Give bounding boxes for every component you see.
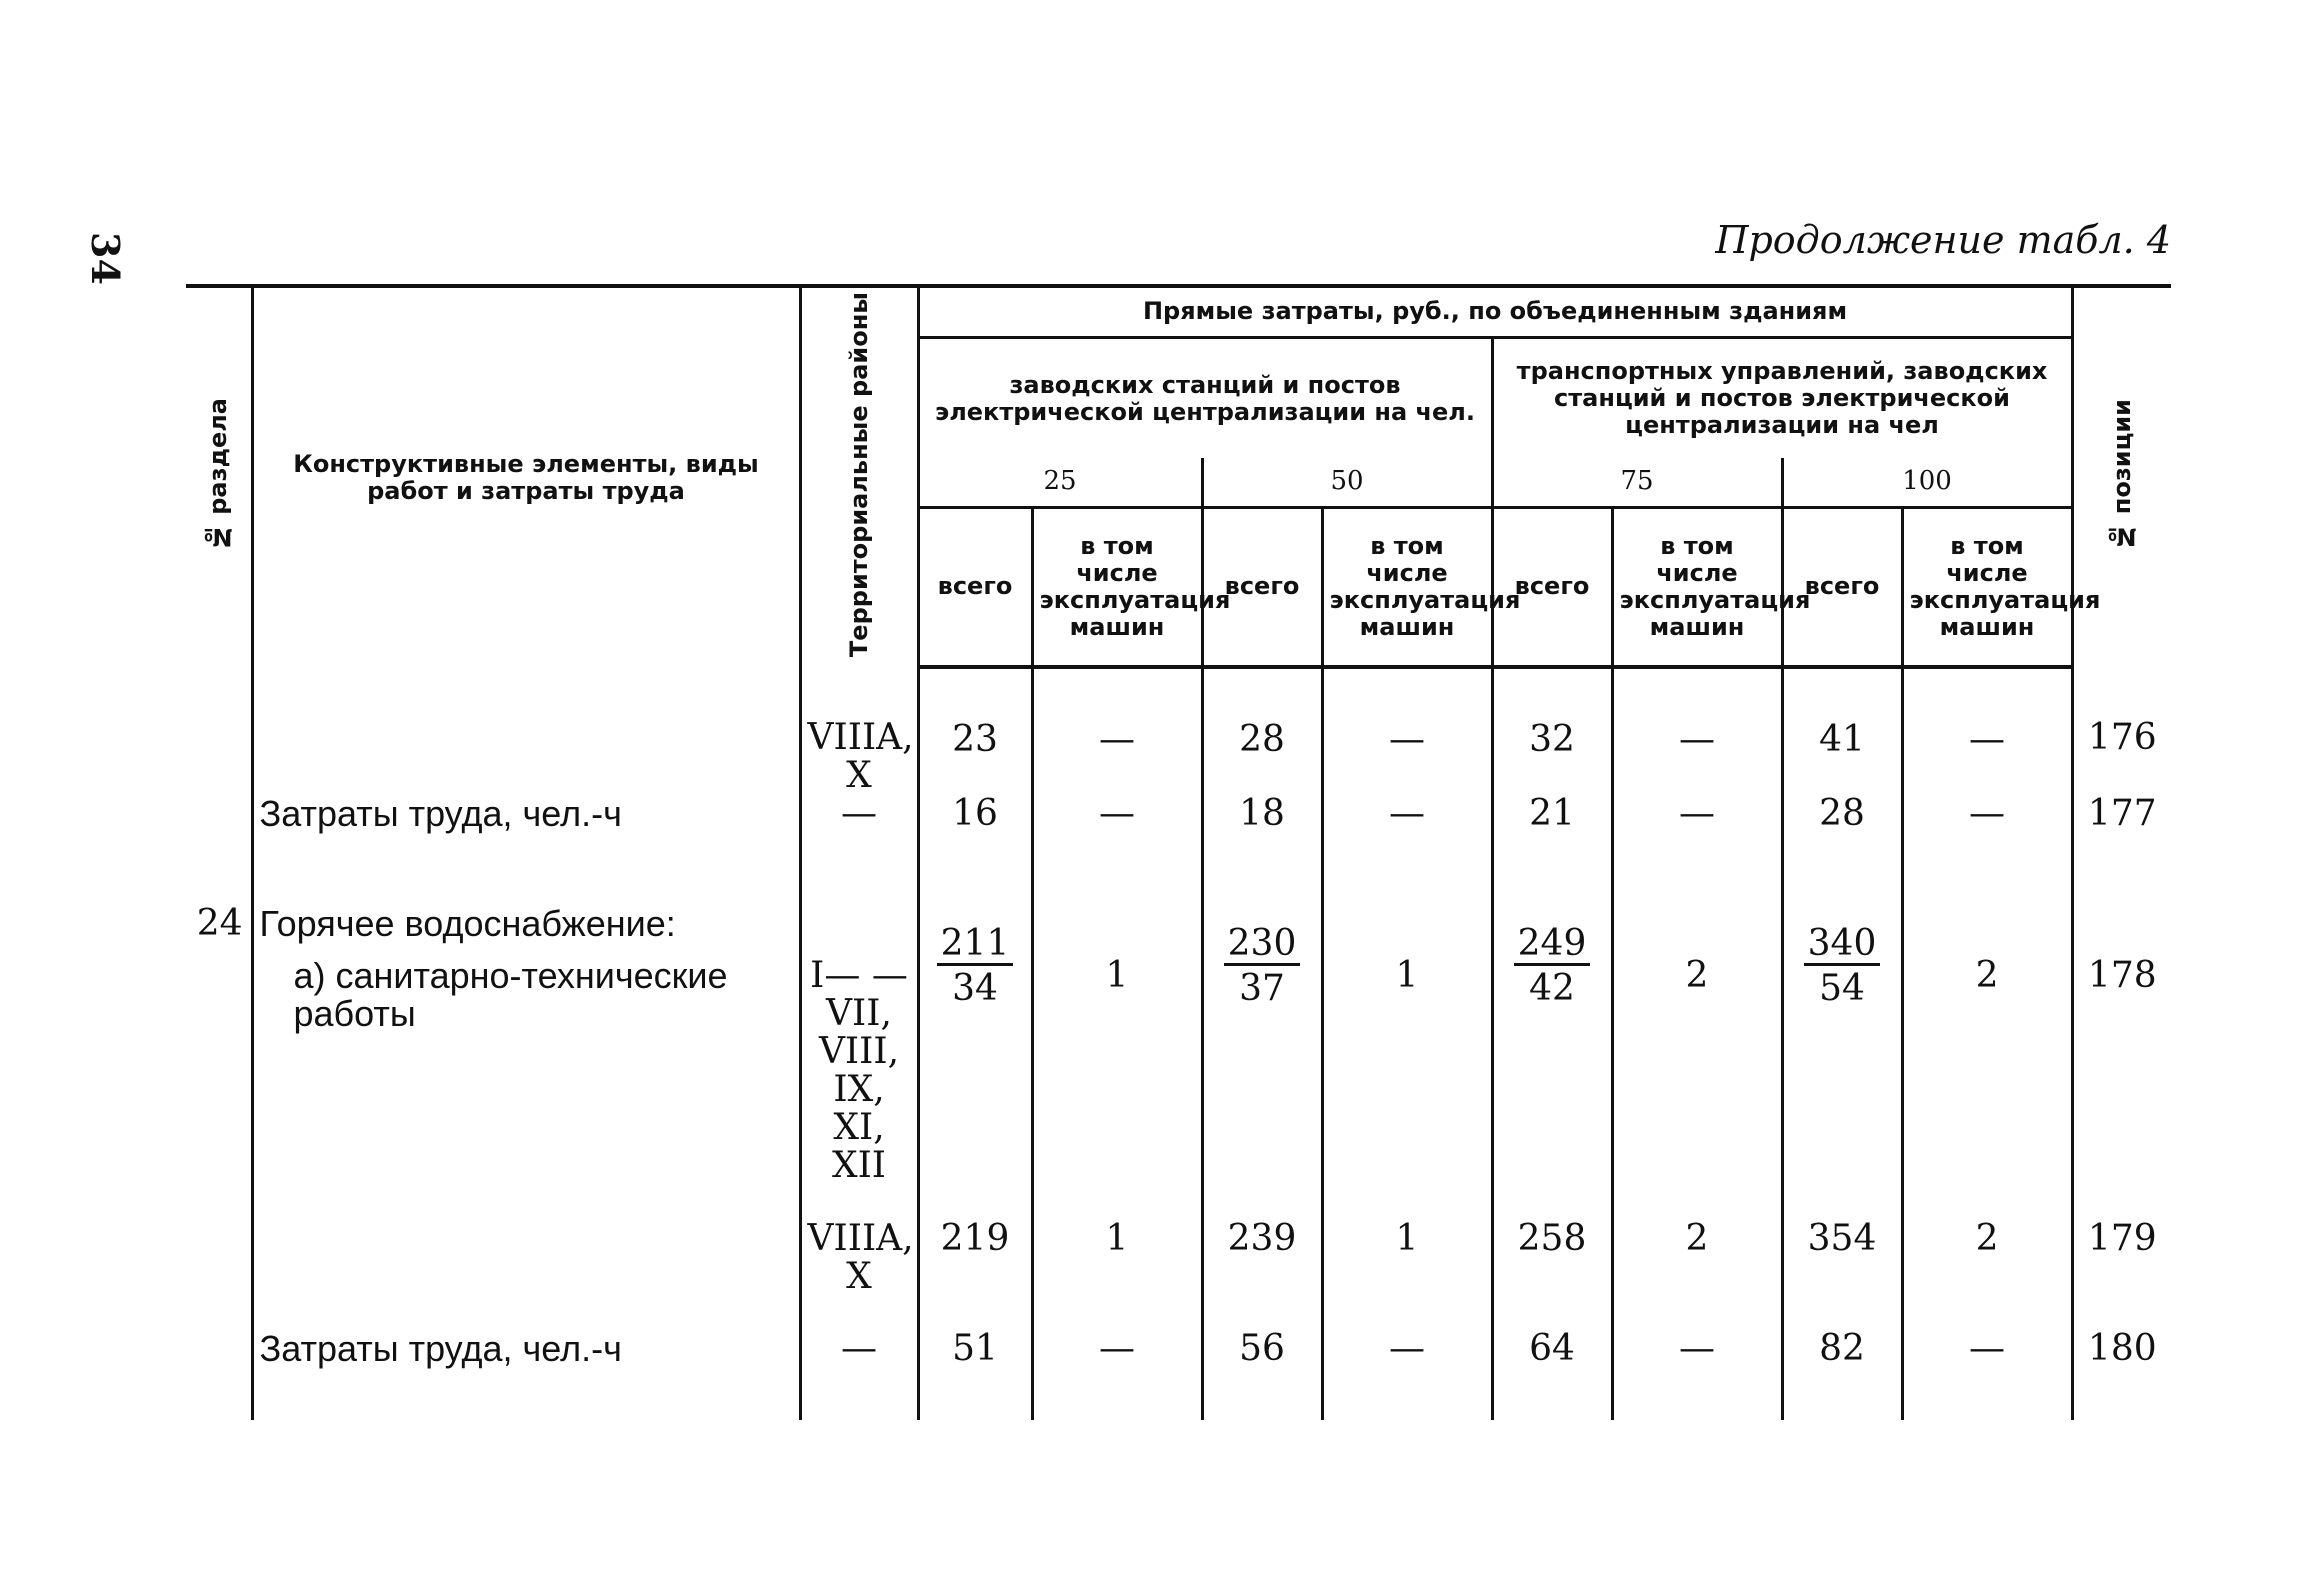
- value-cell: 23: [918, 667, 1032, 795]
- header-regions: Территориальные районы: [800, 286, 918, 667]
- table-row: [186, 667, 2171, 795]
- value-cell: —: [1902, 795, 2072, 905]
- position-cell: 177: [2072, 795, 2171, 905]
- value-cell: —: [1612, 1330, 1782, 1420]
- header-machines-50: в том числе эксплуатация машин: [1322, 507, 1492, 667]
- table-row: [186, 795, 2171, 905]
- value-cell: 1: [1032, 1220, 1202, 1330]
- frac-bottom: 34: [952, 968, 998, 1010]
- value-cell: —: [1322, 1330, 1492, 1420]
- value-cell: 2: [1902, 1220, 2072, 1330]
- region-cell: I— —VII, VIII, IX, XI, XII: [800, 905, 918, 1220]
- value-cell: [1492, 905, 1612, 1220]
- header-total-75: всего: [1492, 507, 1612, 667]
- header-50: 50: [1202, 458, 1492, 507]
- value-cell: [918, 905, 1032, 1220]
- value-cell: 28: [1202, 667, 1322, 795]
- value-cell: 18: [1202, 795, 1322, 905]
- frac-bottom: 54: [1819, 968, 1865, 1010]
- value-cell: 51: [918, 1330, 1032, 1420]
- value-cell: 1: [1032, 905, 1202, 1220]
- table-row: [186, 1330, 2171, 1420]
- desc-cell: [252, 905, 800, 1220]
- value-cell: —: [1322, 667, 1492, 795]
- frac-top: 340: [1804, 925, 1881, 966]
- value-cell: 2: [1902, 905, 2072, 1220]
- header-elements: Конструктивные элементы, виды работ и затраты труда: [252, 286, 800, 667]
- value-cell: [1782, 905, 1902, 1220]
- header-group-1: заводских станций и постов электрической централизации на чел.: [918, 337, 1492, 458]
- value-cell: 2: [1612, 1220, 1782, 1330]
- value-cell: 21: [1492, 795, 1612, 905]
- desc-cell: Затраты труда, чел.-ч: [252, 1330, 800, 1420]
- region-cell: —: [800, 1330, 918, 1420]
- value-cell: 28: [1782, 795, 1902, 905]
- header-direct-costs: Прямые затраты, руб., по объединенным зданиям: [918, 286, 2072, 337]
- position-cell: 176: [2072, 667, 2171, 795]
- position-cell: 180: [2072, 1330, 2171, 1420]
- section-cell: [186, 1330, 252, 1420]
- section-cell: [186, 795, 252, 905]
- header-group-2: транспортных управлений, заводских станций и постов электрической централизации на чел: [1492, 337, 2072, 458]
- value-cell: 2: [1612, 905, 1782, 1220]
- header-25: 25: [918, 458, 1202, 507]
- frac-bottom: 37: [1239, 968, 1285, 1010]
- value-cell: 239: [1202, 1220, 1322, 1330]
- header-machines-100: в том числе эксплуатация машин: [1902, 507, 2072, 667]
- section-cell: 24: [196, 903, 243, 945]
- page-number: 34: [83, 232, 128, 285]
- header-total-25: всего: [918, 507, 1032, 667]
- position-cell: 179: [2072, 1220, 2171, 1330]
- header-machines-25: в том числе эксплуатация машин: [1032, 507, 1202, 667]
- desc-heading: Горячее водоснабжение:: [259, 903, 676, 945]
- desc-cell: Затраты труда, чел.-ч: [252, 795, 800, 905]
- value-cell: —: [1322, 795, 1492, 905]
- section-cell: [186, 1220, 252, 1330]
- cost-table: [186, 284, 2171, 1420]
- header-total-100: всего: [1782, 507, 1902, 667]
- header-section-no: № раздела: [186, 286, 252, 667]
- header-total-50: всего: [1202, 507, 1322, 667]
- value-cell: 16: [918, 795, 1032, 905]
- section-cell: [186, 667, 252, 795]
- value-cell: —: [1902, 667, 2072, 795]
- header-position-no: № позиции: [2072, 286, 2171, 667]
- region-cell: VIIIA, X: [800, 1220, 918, 1330]
- desc-cell: [252, 1220, 800, 1330]
- value-cell: 41: [1782, 667, 1902, 795]
- value-cell: 354: [1782, 1220, 1902, 1330]
- header-machines-75: в том числе эксплуатация машин: [1612, 507, 1782, 667]
- table-row: [186, 1220, 2171, 1330]
- value-cell: —: [1032, 667, 1202, 795]
- value-cell: 219: [918, 1220, 1032, 1330]
- value-cell: 82: [1782, 1330, 1902, 1420]
- value-cell: 258: [1492, 1220, 1612, 1330]
- value-cell: 64: [1492, 1330, 1612, 1420]
- value-cell: 1: [1322, 905, 1492, 1220]
- value-cell: 56: [1202, 1330, 1322, 1420]
- frac-bottom: 42: [1529, 968, 1575, 1010]
- value-cell: —: [1612, 795, 1782, 905]
- region-cell: VIIIA, X: [800, 667, 918, 795]
- value-cell: —: [1612, 667, 1782, 795]
- frac-top: 211: [937, 925, 1014, 966]
- region-cell: —: [800, 795, 918, 905]
- frac-top: 230: [1224, 925, 1301, 966]
- desc-subitem: а) санитарно-технические работы: [293, 955, 728, 1035]
- value-cell: 32: [1492, 667, 1612, 795]
- value-cell: —: [1032, 795, 1202, 905]
- value-cell: —: [1032, 1330, 1202, 1420]
- table-caption: Продолжение табл. 4: [1715, 218, 2171, 262]
- position-cell: 178: [2072, 905, 2171, 1220]
- header-100: 100: [1782, 458, 2072, 507]
- frac-top: 249: [1514, 925, 1591, 966]
- table-row: [186, 905, 2171, 1220]
- value-cell: —: [1902, 1330, 2072, 1420]
- header-75: 75: [1492, 458, 1782, 507]
- desc-cell: [252, 667, 800, 795]
- value-cell: [1202, 905, 1322, 1220]
- value-cell: 1: [1322, 1220, 1492, 1330]
